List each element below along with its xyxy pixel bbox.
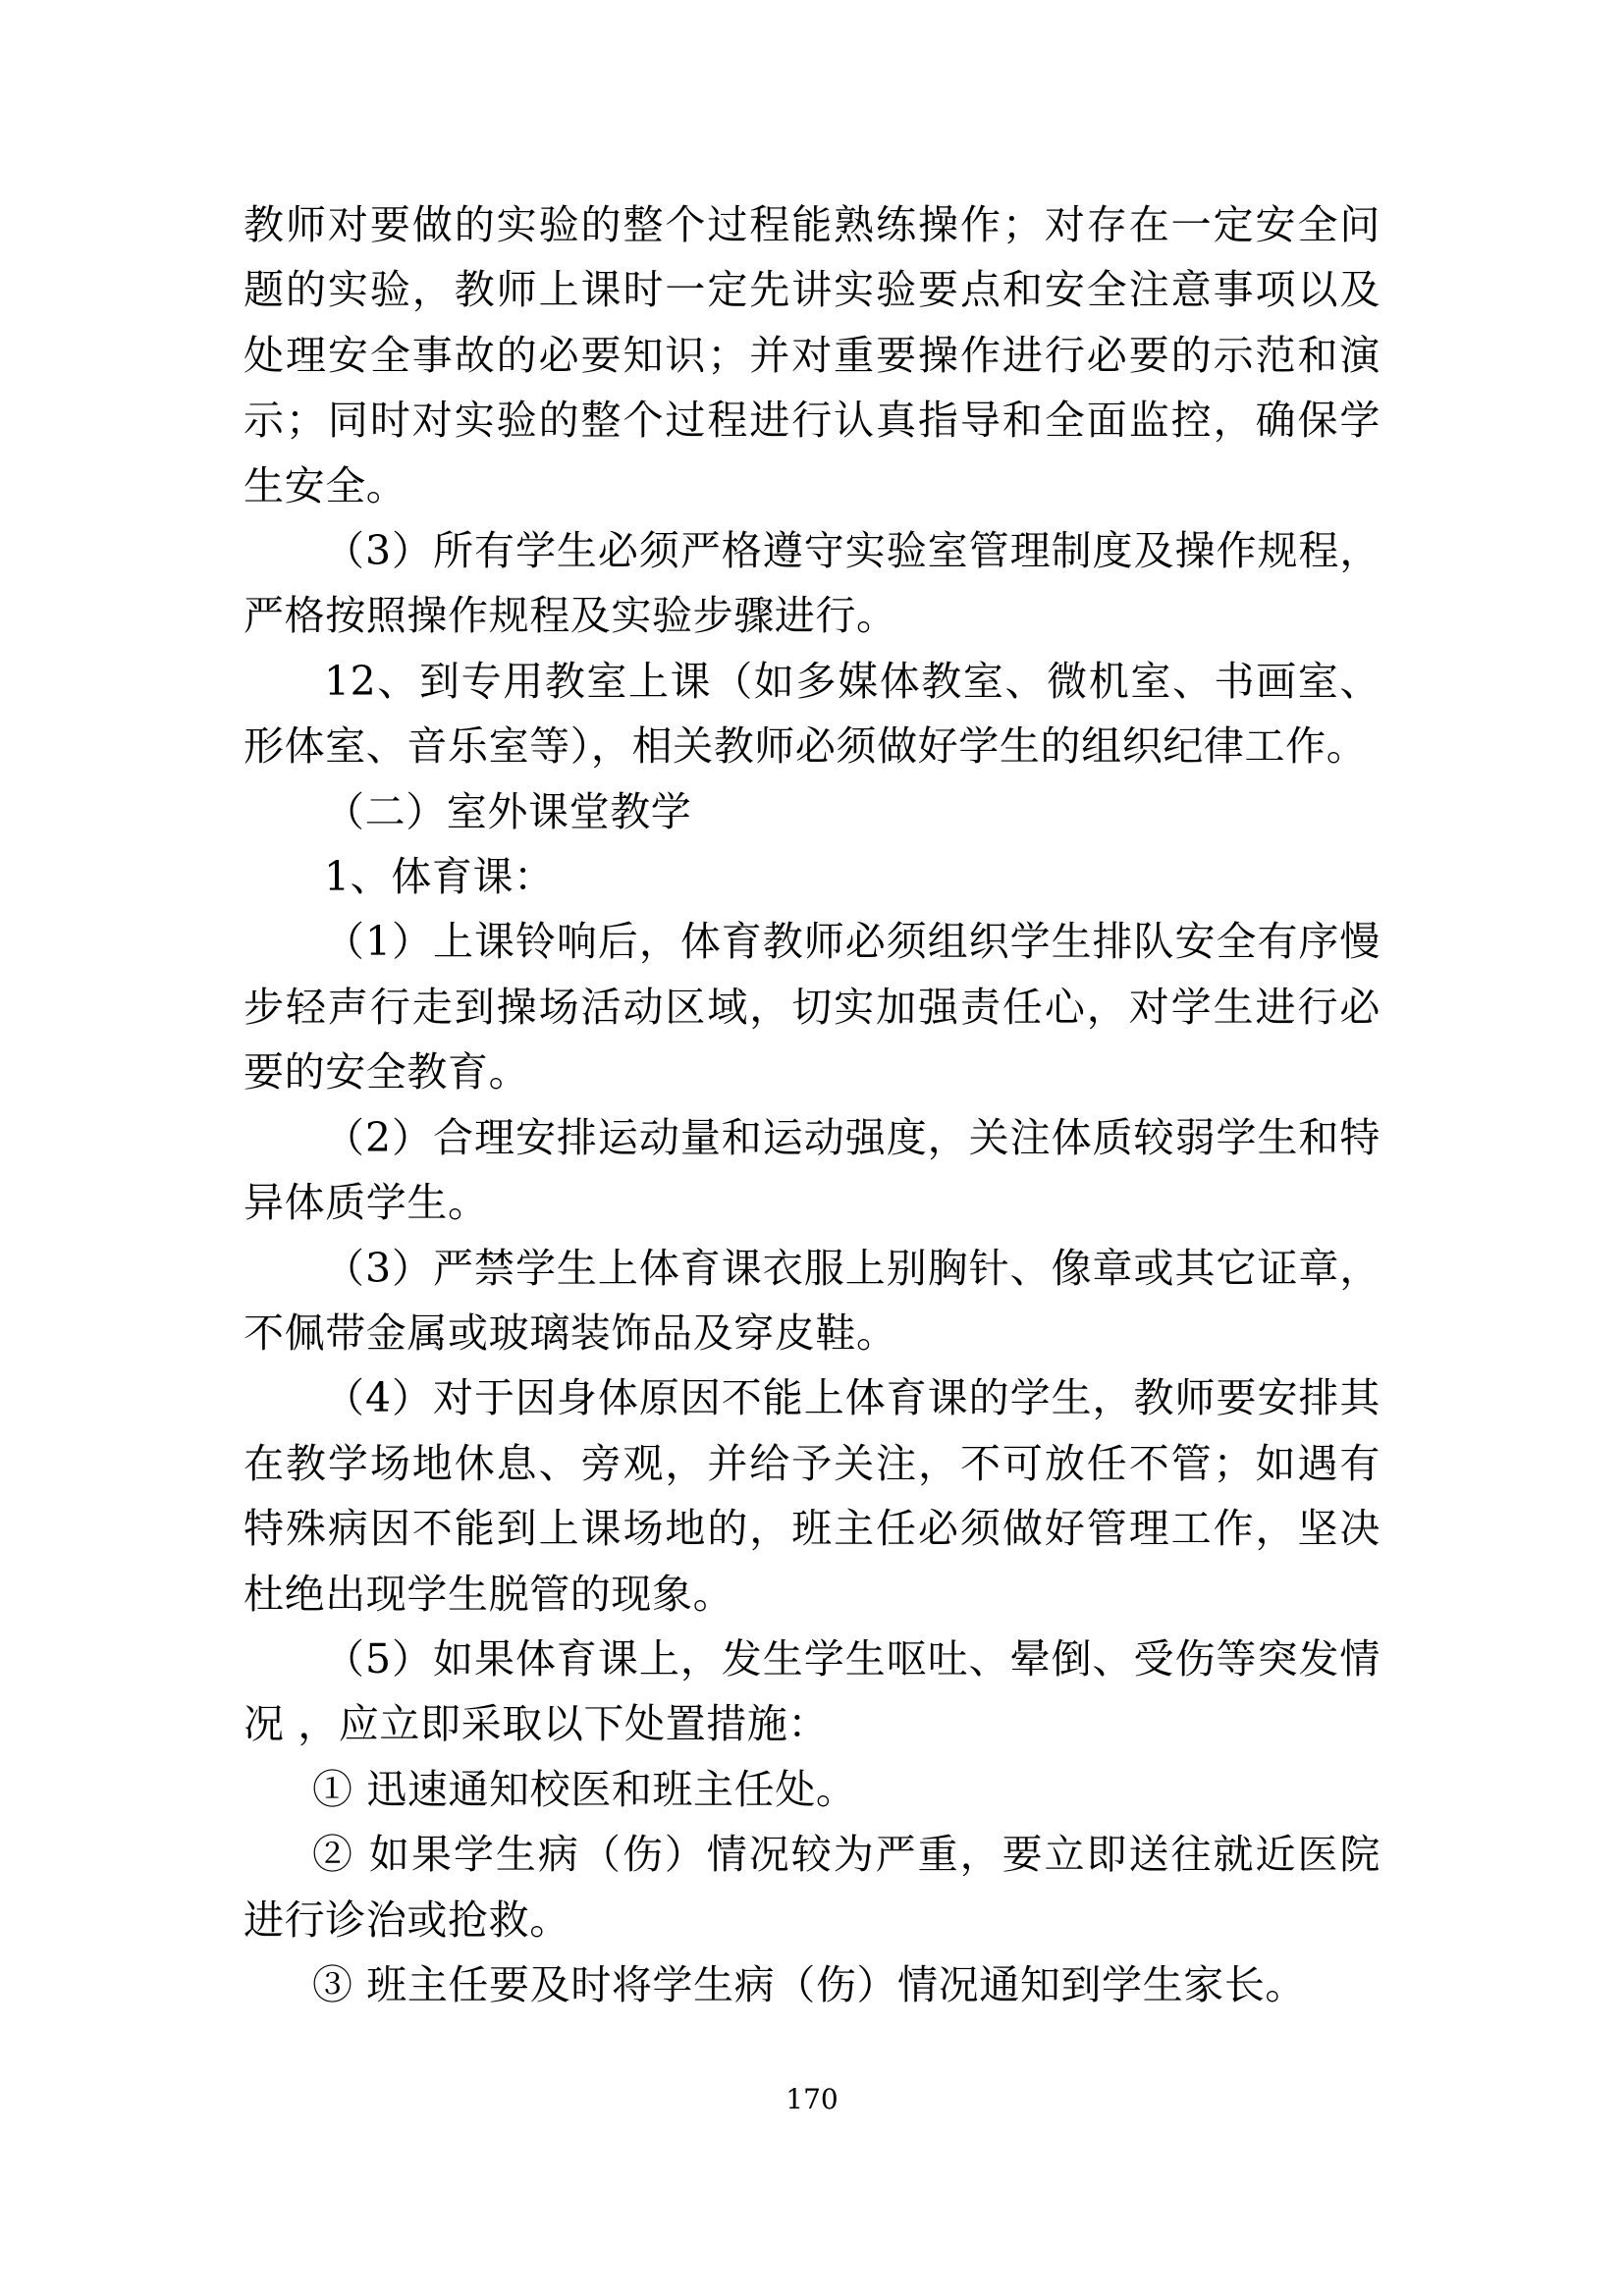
paragraph-12: ② 如果学生病（伤）情况较为严重，要立即送往就近医院进行诊治或抢救。	[244, 1831, 1380, 1944]
paragraph-13: ③ 班主任要及时将学生病（伤）情况通知到学生家长。	[312, 1960, 1307, 2008]
paragraph-6: （1）上课铃响后，体育教师必须组织学生排队安全有序慢步轻声行走到操场活动区域，切实加强责任心，对学生进行必要的安全教育。	[244, 918, 1380, 1096]
paragraph-4: （二）室外课堂教学	[324, 787, 692, 835]
paragraph-3: 12、到专用教室上课（如多媒体教室、微机室、书画室、形体室、音乐室等），相关教师必须做好学生的组织纪律工作。	[244, 657, 1380, 771]
paragraph-10: （5）如果体育课上，发生学生呕吐、晕倒、受伤等突发情况 ，应立即采取以下处置措施：	[244, 1634, 1380, 1748]
paragraph-2: （3）所有学生必须严格遵守实验室管理制度及操作规程，严格按照操作规程及实验步骤进行。	[244, 527, 1380, 640]
paragraph-9: （4）对于因身体原因不能上体育课的学生，教师要安排其在教学场地休息、旁观，并给予关注，不可放任不管；如遇有特殊病因不能到上课场地的，班主任必须做好管理工作，坚决杜绝出现学生脱管的现象。	[244, 1374, 1380, 1618]
paragraph-5: 1、体育课：	[324, 853, 555, 901]
paragraph-7: （2）合理安排运动量和运动强度，关注体质较弱学生和特异体质学生。	[244, 1113, 1380, 1227]
document-body	[244, 192, 1380, 2017]
page-number: 170	[785, 2083, 839, 2115]
paragraph-8: （3）严禁学生上体育课衣服上别胸针、像章或其它证章，不佩带金属或玻璃装饰品及穿皮鞋。	[244, 1244, 1380, 1357]
paragraph-1: 教师对要做的实验的整个过程能熟练操作；对存在一定安全问题的实验，教师上课时一定先讲实验要点和安全注意事项以及处理安全事故的必要知识；并对重要操作进行必要的示范和演示；同时对实验的整个过程进行认真指导和全面监控，确保学生安全。	[244, 201, 1380, 509]
paragraph-11: ① 迅速通知校医和班主任处。	[312, 1765, 857, 1813]
